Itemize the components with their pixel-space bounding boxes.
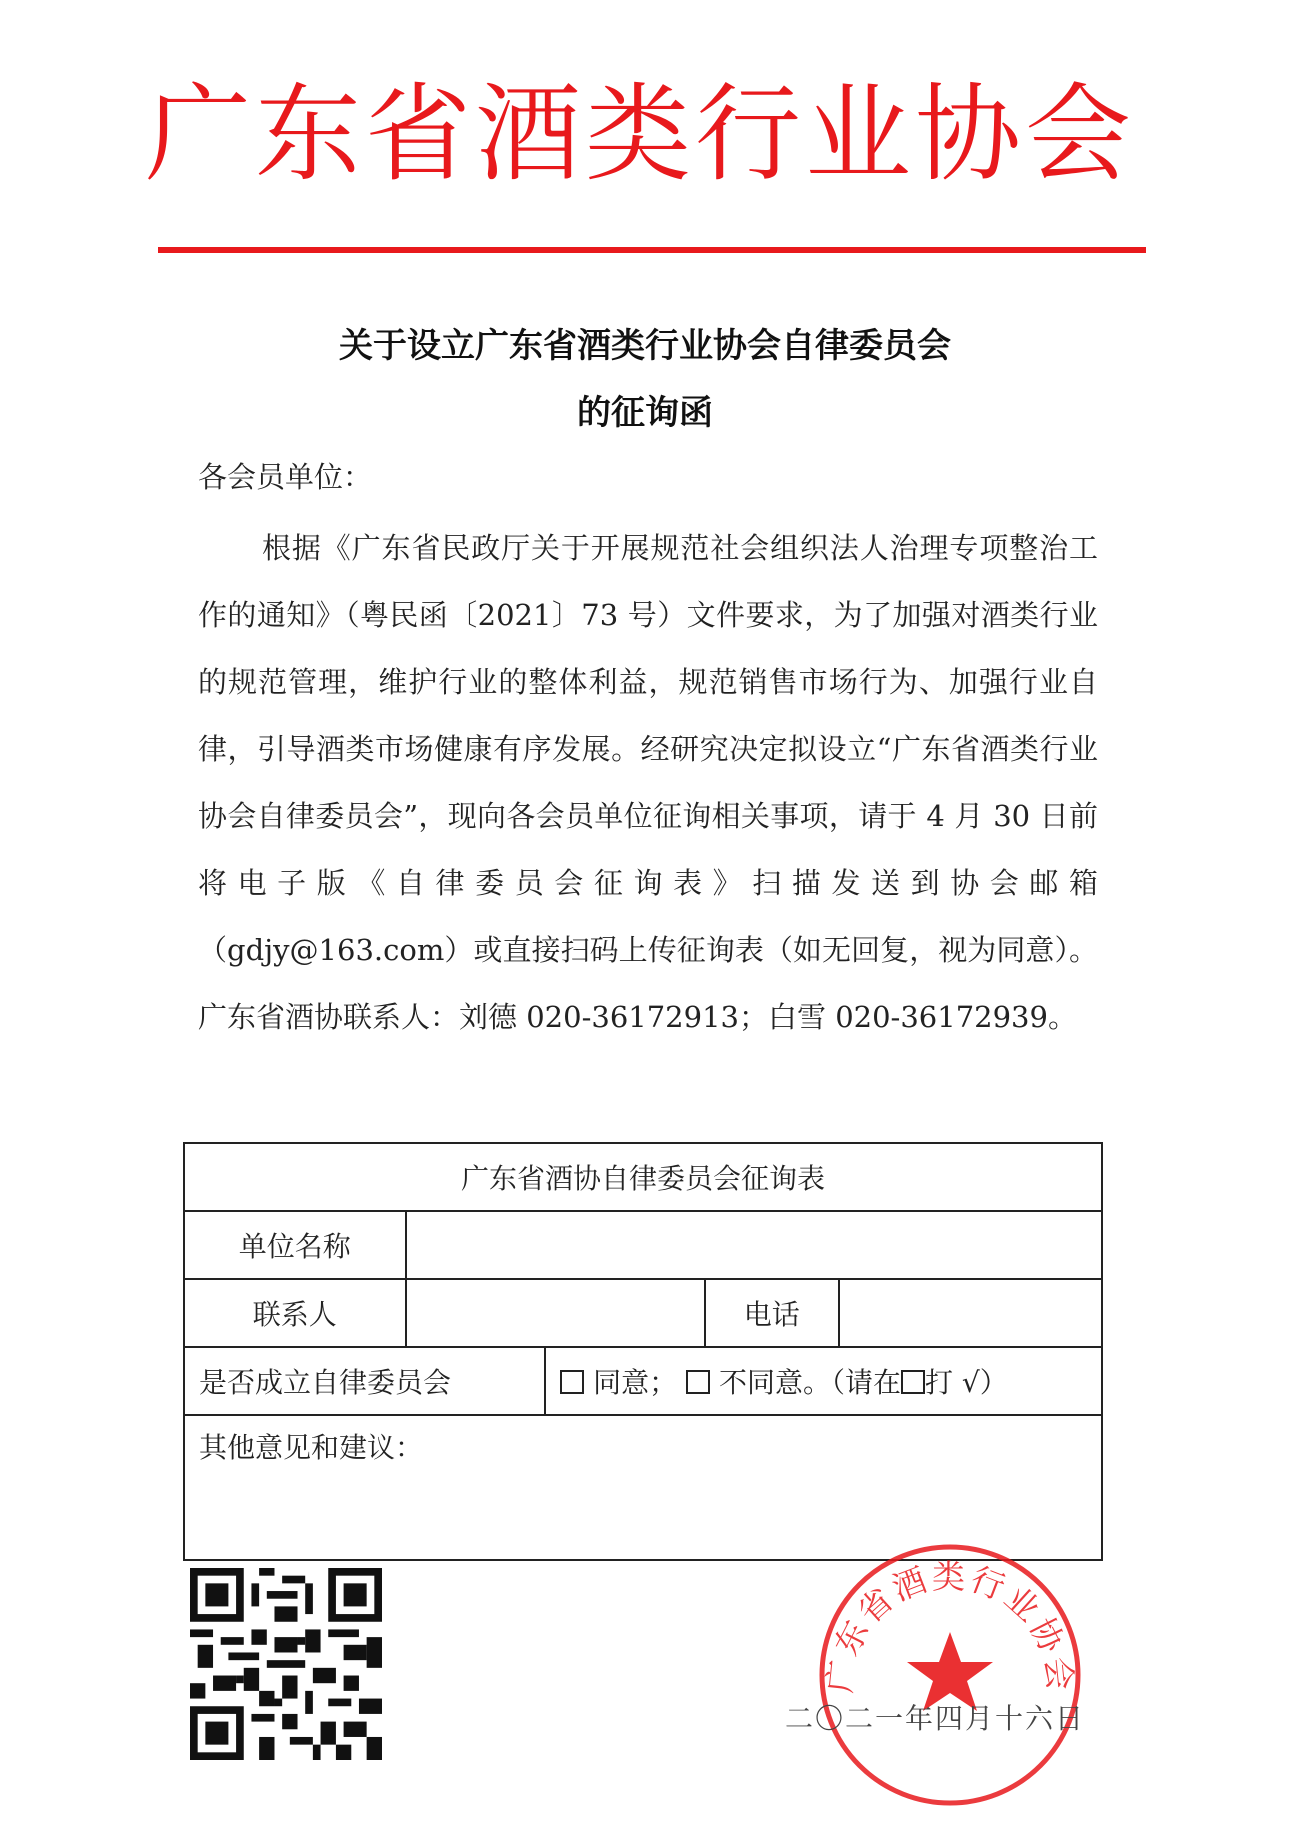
salutation: 各会员单位：: [198, 460, 373, 494]
unit-name-label: 单位名称: [184, 1211, 406, 1279]
document-title-line1: 关于设立广东省酒类行业协会自律委员会: [339, 326, 951, 366]
establish-committee-label: 是否成立自律委员会: [184, 1347, 545, 1415]
letterhead-divider: [158, 247, 1146, 253]
unit-name-field[interactable]: [406, 1211, 1102, 1279]
inquiry-form-table: [183, 1142, 1103, 1561]
phone-label: 电话: [705, 1279, 839, 1347]
disagree-checkbox[interactable]: [686, 1370, 710, 1394]
tick-hint-box-icon: [901, 1370, 925, 1394]
body-paragraph: 根据《广东省民政厅关于开展规范社会组织法人治理专项整治工作的通知》（粤民函〔2021〕73 号）文件要求，为了加强对酒类行业的规范管理，维护行业的整体利益，规范销售市场行为、加强行业自律，引导酒类市场健康有序发展。经研究决定拟设立“广东省酒类行业协会自律委员会”，现向各会员单位征询相关事项，请于 4 月 30 日前将电子版《自律委员会征询表》扫描发送到协会邮箱（gdjy@163.com）或直接扫码上传征询表（如无回复，视为同意）。广东省酒协联系人：刘德 020-36172913；白雪 020-36172939。: [198, 531, 1098, 1034]
agree-checkbox[interactable]: [560, 1370, 584, 1394]
tick-hint-label: 打 √）: [924, 1366, 1008, 1399]
establish-committee-options: [545, 1347, 1102, 1415]
phone-field[interactable]: [839, 1279, 1102, 1347]
official-seal-icon: [810, 1535, 1090, 1815]
form-title: 广东省酒协自律委员会征询表: [184, 1143, 1102, 1211]
other-suggestions-label: 其他意见和建议：: [199, 1431, 424, 1464]
seal-text: 广东省酒类行业协会: [819, 1556, 1081, 1695]
document-title-line2: 的征询函: [577, 393, 713, 433]
disagree-label: 不同意。（请在: [718, 1366, 901, 1399]
qr-code-icon[interactable]: [190, 1568, 382, 1760]
contact-label: 联系人: [184, 1279, 406, 1347]
body-paragraph-container: [198, 515, 1098, 1051]
issue-date: 二〇二一年四月十六日: [785, 1702, 1086, 1735]
organization-letterhead: 广东省酒类行业协会: [145, 73, 1135, 196]
agree-label: 同意；: [593, 1366, 678, 1399]
contact-field[interactable]: [406, 1279, 705, 1347]
